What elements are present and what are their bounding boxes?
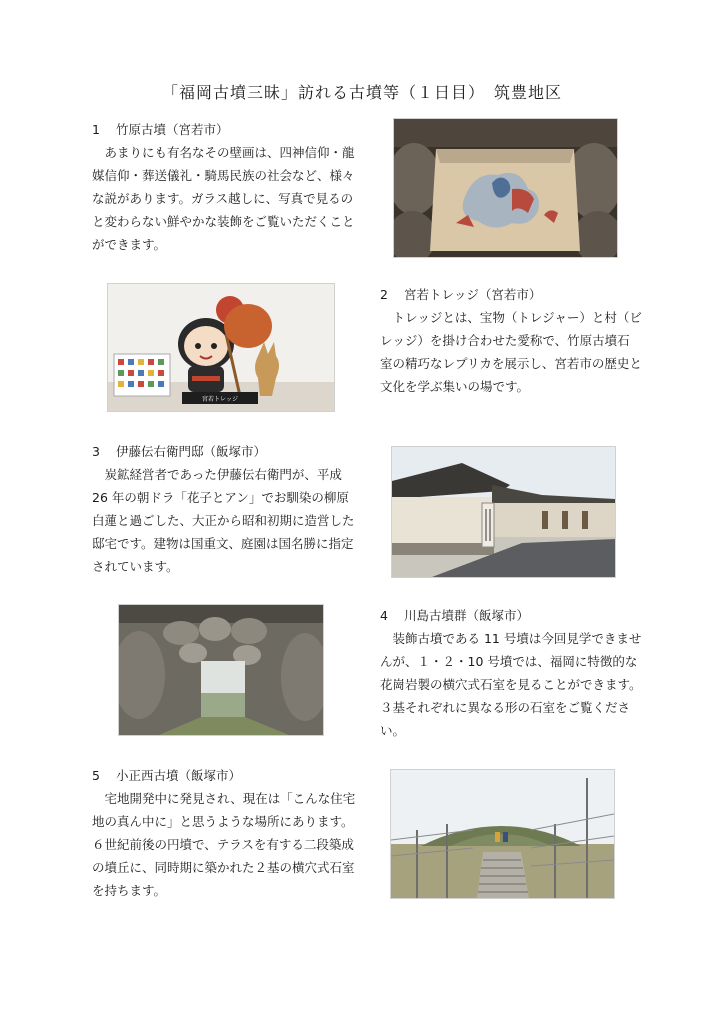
section-5 — [92, 764, 362, 902]
section-number: 5 — [92, 768, 100, 783]
section-number: 4 — [380, 608, 388, 623]
section-body: 炭鉱経営者であった伊藤伝右衛門が、平成 26 年の朝ドラ「花子とアン」でお馴染の柳原白蓮と過ごした、大正から昭和初期に造営した邸宅です。建物は国重文、庭園は国名勝に指定されています。 — [92, 467, 355, 574]
section-1 — [92, 118, 357, 256]
photo-treggi-mascot — [107, 283, 335, 412]
section-heading — [92, 440, 357, 463]
section-heading — [92, 764, 362, 787]
section-3 — [92, 440, 357, 578]
section-number: 3 — [92, 444, 100, 459]
section-title: 川島古墳群（飯塚市） — [404, 608, 530, 623]
section-body: トレッジとは、宝物（トレジャー）と村（ビレッジ）を掛け合わせた愛称で、竹原古墳石室の精巧なレプリカを展示し、宮若市の歴史と文化を学ぶ集いの場です。 — [380, 310, 642, 394]
photo-sign-text: 宮若トレッジ — [202, 396, 238, 403]
section-title: 小正西古墳（飯塚市） — [116, 768, 242, 783]
section-heading — [92, 118, 357, 141]
section-number: 2 — [380, 287, 388, 302]
section-body: あまりにも有名なその壁画は、四神信仰・龍媒信仰・葬送儀礼・騎馬民族の社会など、様々な説があります。ガラス越しに、写真で見るのと変わらない鮮やかな装飾をご覧いただくことができます。 — [92, 145, 355, 252]
section-2 — [380, 283, 642, 398]
section-title: 竹原古墳（宮若市） — [116, 122, 229, 137]
photo-komasanishi-mound — [390, 769, 615, 899]
section-title: 宮若トレッジ（宮若市） — [404, 287, 542, 302]
photo-kawashima-chamber — [118, 604, 324, 736]
section-body: 装飾古墳である 11 号墳は今回見学できませんが、１・２・10 号墳では、福岡に特徴的な花崗岩製の横穴式石室を見ることができます。３基それぞれに異なる形の石室をご覧ください。 — [380, 631, 642, 738]
section-heading — [380, 283, 642, 306]
section-title: 伊藤伝右衛門邸（飯塚市） — [116, 444, 267, 459]
photo-ito-residence — [391, 446, 616, 578]
page-title: 「福岡古墳三昧」訪れる古墳等（１日目） 筑豊地区 — [161, 83, 562, 102]
section-number: 1 — [92, 122, 100, 137]
section-4 — [380, 604, 642, 742]
photo-takehara-mural — [393, 118, 618, 258]
section-heading — [380, 604, 642, 627]
section-body: 宅地開発中に発見され、現在は「こんな住宅地の真ん中に」と思うような場所にあります。６世紀前後の円墳で、テラスを有する二段築成の墳丘に、同時期に築かれた２基の横穴式石室を持ちます。 — [92, 791, 356, 898]
